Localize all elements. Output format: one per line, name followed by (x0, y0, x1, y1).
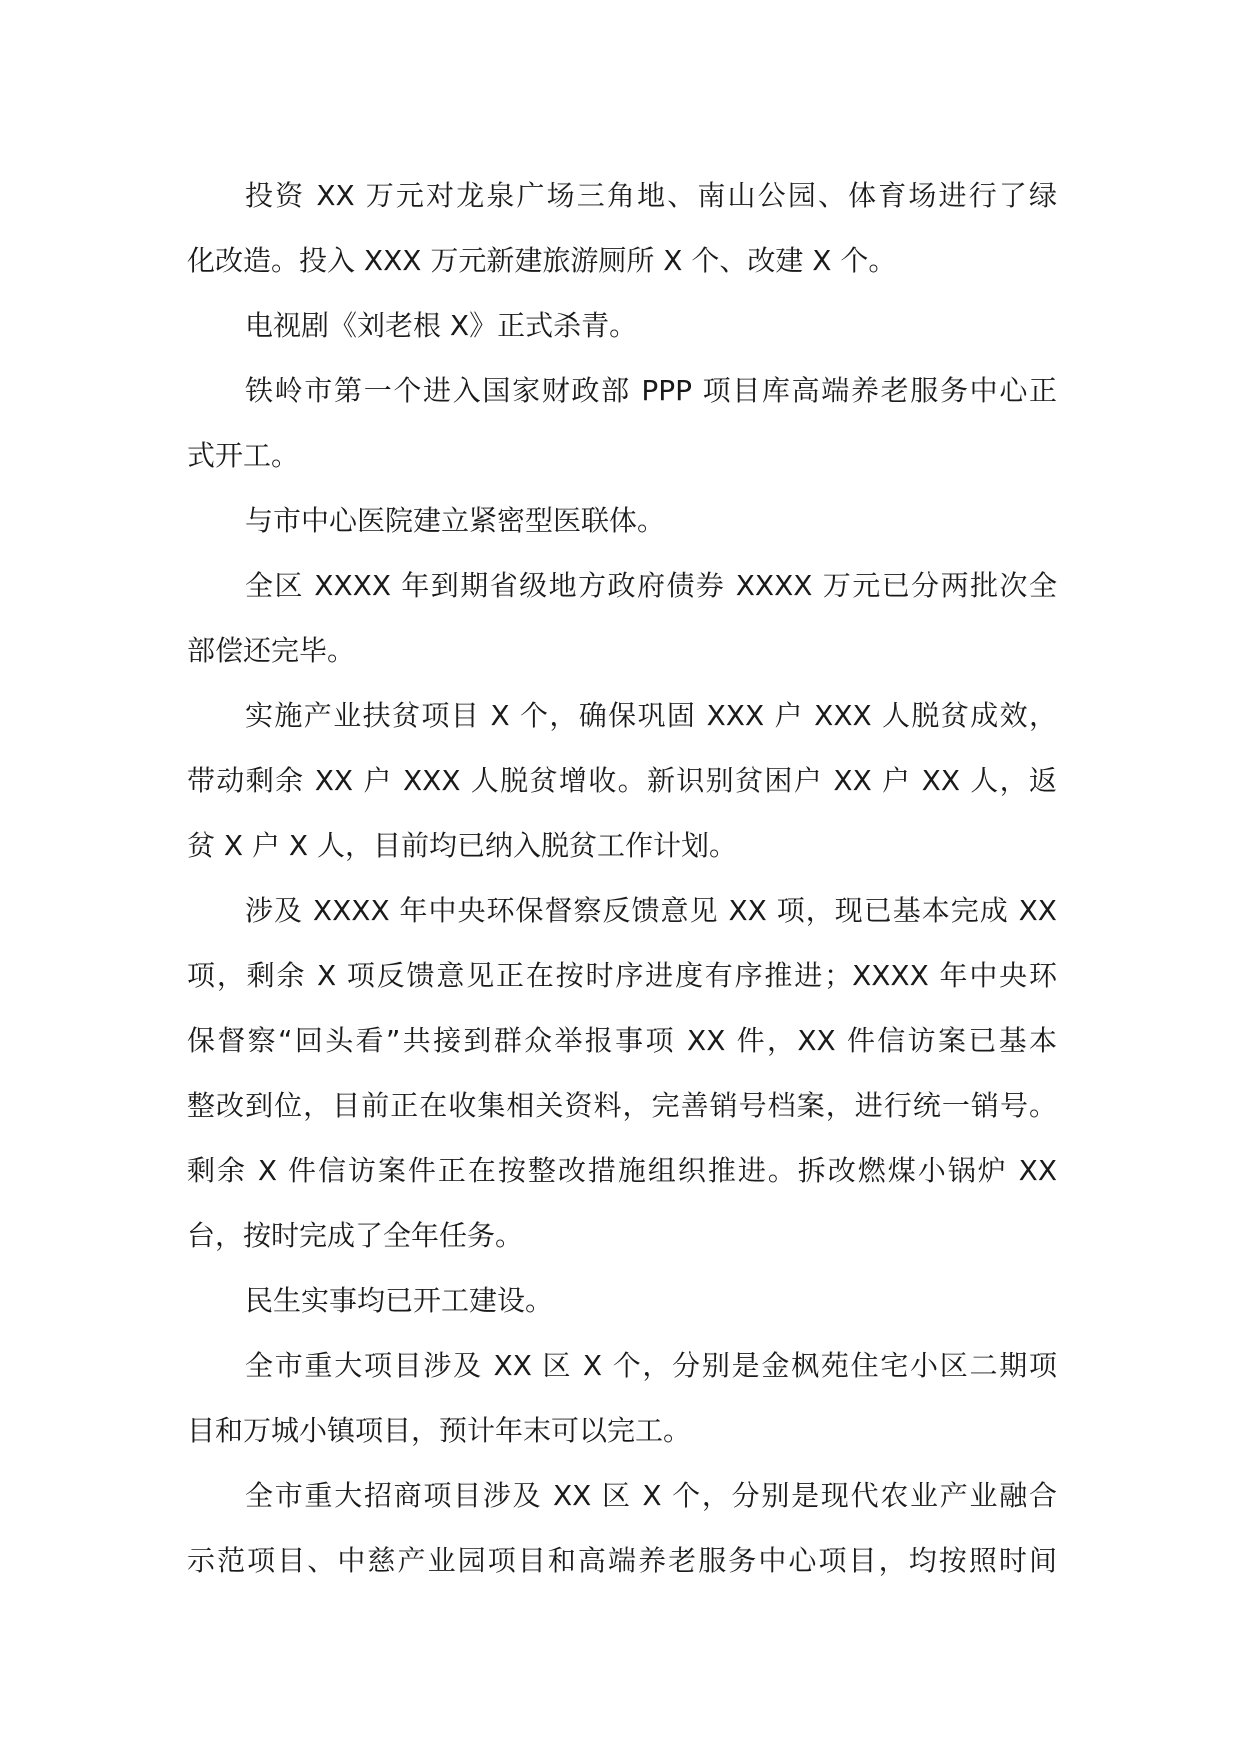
paragraph (187, 683, 1057, 878)
document-body (187, 163, 1057, 1593)
paragraph (187, 1463, 1057, 1593)
paragraph (187, 878, 1057, 1268)
paragraph (187, 1333, 1057, 1463)
paragraph (187, 1268, 1057, 1333)
text-line: 贫 X 户 X 人，目前均已纳入脱贫工作计划。 (187, 829, 737, 862)
paragraph (187, 553, 1057, 683)
text-line: 示范项目、中慈产业园项目和高端养老服务中心项目，均按照时间 (187, 1544, 1057, 1577)
text-line: 目和万城小镇项目，预计年末可以完工。 (187, 1414, 692, 1447)
text-line: 涉及 XXXX 年中央环保督察反馈意见 XX 项，现已基本完成 XX (245, 894, 1057, 927)
text-line: 与市中心医院建立紧密型医联体。 (245, 504, 666, 537)
paragraph (187, 293, 1057, 358)
text-line: 全市重大招商项目涉及 XX 区 X 个，分别是现代农业产业融合 (245, 1479, 1057, 1512)
text-line: 台，按时完成了全年任务。 (187, 1219, 524, 1252)
text-line: 电视剧《刘老根 X》正式杀青。 (245, 309, 638, 342)
paragraph (187, 488, 1057, 553)
text-line: 项，剩余 X 项反馈意见正在按时序进度有序推进；XXXX 年中央环 (187, 959, 1057, 992)
text-line: 式开工。 (187, 439, 300, 472)
text-line: 全市重大项目涉及 XX 区 X 个，分别是金枫苑住宅小区二期项 (245, 1349, 1057, 1382)
paragraph (187, 358, 1057, 488)
text-line: 化改造。投入 XXX 万元新建旅游厕所 X 个、改建 X 个。 (187, 244, 897, 277)
text-line: 民生实事均已开工建设。 (245, 1284, 554, 1317)
text-line: 剩余 X 件信访案件正在按整改措施组织推进。拆改燃煤小锅炉 XX (187, 1154, 1057, 1187)
text-line: 铁岭市第一个进入国家财政部 PPP 项目库高端养老服务中心正 (245, 374, 1057, 407)
text-line: 部偿还完毕。 (187, 634, 356, 667)
text-line: 带动剩余 XX 户 XXX 人脱贫增收。新识别贫困户 XX 户 XX 人，返 (187, 764, 1057, 797)
text-line: 整改到位，目前正在收集相关资料，完善销号档案，进行统一销号。 (187, 1089, 1057, 1122)
text-line: 保督察“回头看”共接到群众举报事项 XX 件，XX 件信访案已基本 (187, 1024, 1057, 1057)
paragraph (187, 163, 1057, 293)
text-line: 实施产业扶贫项目 X 个，确保巩固 XXX 户 XXX 人脱贫成效， (245, 699, 1057, 732)
text-line: 全区 XXXX 年到期省级地方政府债券 XXXX 万元已分两批次全 (245, 569, 1057, 602)
text-line: 投资 XX 万元对龙泉广场三角地、南山公园、体育场进行了绿 (245, 179, 1057, 212)
